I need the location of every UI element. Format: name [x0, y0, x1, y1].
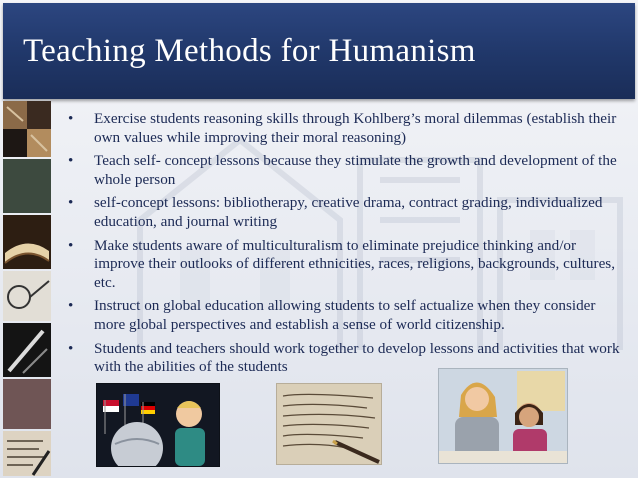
tile-open-book [3, 215, 51, 269]
bullet-text: Teach self- concept lessons because they stimulate the growth and development of the whole person [94, 152, 617, 188]
bullet-item [66, 194, 626, 231]
tile-mauve-panel [3, 379, 51, 429]
photo-handwritten-letter [276, 383, 382, 465]
bullet-list [66, 110, 626, 382]
tile-old-papers [3, 101, 51, 157]
bullet-text: Exercise students reasoning skills through Kohlberg’s moral dilemmas (establish their own values while improving their moral reasoning) [94, 110, 617, 146]
bullet-text: self-concept lessons: bibliotherapy, creative drama, contract grading, individualized education, and journal writing [94, 194, 603, 230]
title-bar [3, 3, 635, 99]
photo-child-globe-flags [96, 383, 220, 467]
bullet-item [66, 297, 626, 334]
bullet-marker: • [68, 339, 74, 357]
slide-title: Teaching Methods for Humanism [23, 33, 476, 69]
photo-teacher-and-student [438, 368, 568, 464]
bullet-marker: • [68, 194, 74, 212]
tile-writing [3, 431, 51, 476]
tile-pen [3, 323, 51, 377]
bullet-marker: • [68, 236, 74, 254]
bullet-marker: • [68, 297, 74, 315]
left-image-strip [3, 101, 51, 476]
bullet-item [66, 110, 626, 147]
bullet-text: Instruct on global education allowing students to self actualize when they consider more global perspectives and establish a sense of world citizenship. [94, 297, 596, 333]
bullet-text: Students and teachers should work together to develop lessons and activities that work with the abilities of the students [94, 339, 620, 376]
bullet-item [66, 237, 626, 293]
bullet-marker: • [68, 110, 74, 127]
bullet-marker: • [68, 152, 74, 170]
bullet-text: Make students aware of multiculturalism to eliminate prejudice thinking and/or improve their outlooks of different ethnicities, races, religions, backgrounds, cultures, etc. [94, 236, 616, 291]
bullet-item [66, 152, 626, 189]
tile-glasses [3, 271, 51, 321]
tile-green-panel [3, 159, 51, 213]
